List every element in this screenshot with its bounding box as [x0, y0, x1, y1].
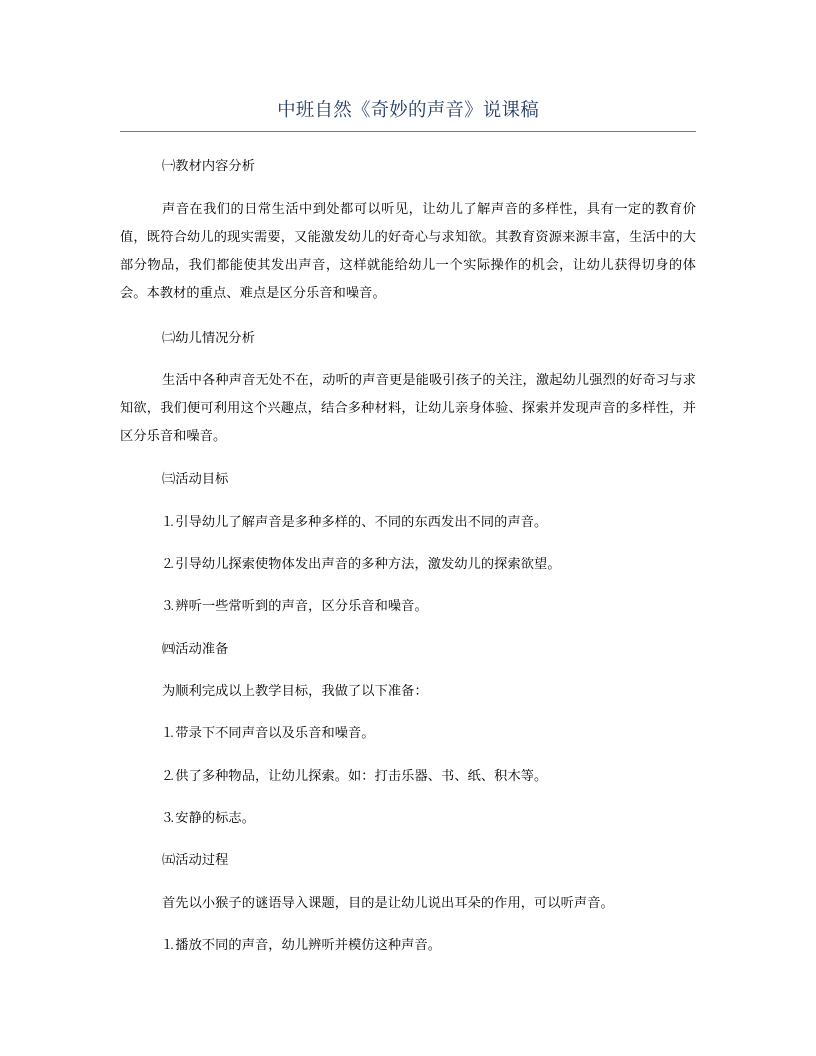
section-intro-4: 为顺利完成以上教学目标，我做了以下准备：	[162, 684, 428, 699]
section-heading-1: ㈠教材内容分析	[162, 159, 256, 174]
list-item: ⒈引导幼儿了解声音是多种多样的、不同的东西发出不同的声音。	[162, 515, 548, 530]
section-paragraph-2: 生活中各种声音无处不在，动听的声音更是能吸引孩子的关注，激起幼儿强烈的好奇习与求知欲，我们便可利用这个兴趣点，结合多种材料，让幼儿亲身体验、探索并发现声音的多样性，并区分乐音和噪音。	[120, 373, 696, 444]
title-underline	[120, 131, 696, 132]
section-heading-4: ㈣活动准备	[162, 642, 229, 657]
list-item: ⒈播放不同的声音，幼儿辨听并模仿这种声音。	[162, 938, 442, 953]
section-intro-5: 首先以小猴子的谜语导入课题，目的是让幼儿说出耳朵的作用，可以听声音。	[162, 896, 614, 911]
section-heading-3: ㈢活动目标	[162, 472, 229, 487]
section-heading-2: ㈡幼儿情况分析	[162, 331, 256, 346]
list-item: ⒉供了多种物品，让幼儿探索。如：打击乐器、书、纸、积木等。	[162, 769, 548, 784]
list-item: ⒉引导幼儿探索使物体发出声音的多种方法，激发幼儿的探索欲望。	[162, 557, 561, 572]
list-item: ⒊辨听一些常听到的声音，区分乐音和噪音。	[162, 599, 428, 614]
section-paragraph-1: 声音在我们的日常生活中到处都可以听见，让幼儿了解声音的多样性，具有一定的教育价值，既符合幼儿的现实需要，又能激发幼儿的好奇心与求知欲。其教育资源来源丰富，生活中的大部分物品，我们都能使其发出声音，这样就能给幼儿一个实际操作的机会，让幼儿获得切身的体会。本教材的重点、难点是区分乐音和噪音。	[120, 202, 696, 301]
list-item: ⒈带录下不同声音以及乐音和噪音。	[162, 726, 375, 741]
section-heading-5: ㈤活动过程	[162, 853, 229, 868]
document-title: 中班自然《奇妙的声音》说课稿	[277, 100, 539, 121]
list-item: ⒊安静的标志。	[162, 811, 256, 826]
